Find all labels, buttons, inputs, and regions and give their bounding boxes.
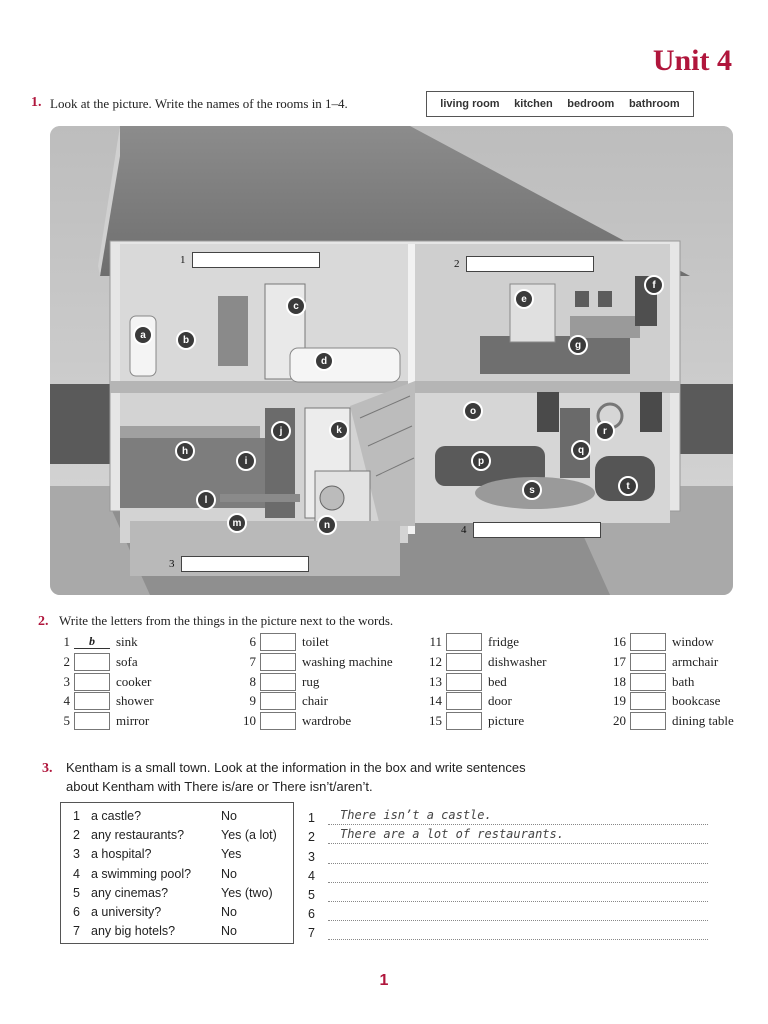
answer-line-input[interactable]	[328, 904, 708, 921]
info-row	[73, 922, 293, 941]
exercise-3-number: 3.	[42, 761, 53, 776]
answer-line	[308, 825, 708, 844]
vocab-row	[56, 691, 154, 711]
vocab-row	[612, 711, 734, 731]
vocab-word: dishwasher	[488, 654, 547, 669]
info-answer: No	[221, 924, 237, 939]
vocab-row	[612, 672, 694, 692]
vocab-row	[242, 691, 328, 711]
info-number: 5	[73, 885, 80, 900]
info-row	[73, 845, 293, 864]
answer-line	[308, 806, 708, 825]
info-row	[73, 864, 293, 883]
vocab-row	[612, 691, 720, 711]
room-answer-input-3[interactable]	[181, 556, 309, 572]
answer-line-input[interactable]	[328, 847, 708, 864]
vocab-row	[242, 632, 329, 652]
answer-line-number: 5	[308, 887, 315, 902]
room-answer-input-1[interactable]	[192, 252, 320, 268]
info-answer: Yes (two)	[221, 885, 273, 900]
vocab-answer-box[interactable]	[630, 673, 666, 691]
answer-line-input[interactable]: There isn’t a castle.	[328, 808, 708, 825]
vocab-number: 12	[429, 654, 442, 669]
exercise-3-instruction: Kentham is a small town. Look at the information in the box and write sentences about Kentham with There is/are or There isn’t/aren’t.	[66, 760, 526, 794]
vocab-answer-box[interactable]	[630, 633, 666, 651]
vocab-word: sink	[116, 634, 138, 649]
item-marker-b: b	[176, 330, 196, 350]
vocab-answer-box[interactable]	[446, 653, 482, 671]
item-marker-a: a	[133, 325, 153, 345]
vocab-word: sofa	[116, 654, 138, 669]
info-number: 3	[73, 847, 80, 862]
item-marker-d: d	[314, 351, 334, 371]
vocab-row	[56, 711, 149, 731]
item-marker-f: f	[644, 275, 664, 295]
vocab-number: 13	[429, 674, 442, 689]
item-marker-j: j	[271, 421, 291, 441]
vocab-word: rug	[302, 674, 320, 689]
item-marker-g: g	[568, 335, 588, 355]
vocab-word: shower	[116, 693, 154, 708]
vocab-answer-box[interactable]	[74, 692, 110, 710]
vocab-answer-box[interactable]	[446, 712, 482, 730]
item-marker-q: q	[571, 440, 591, 460]
vocab-word: toilet	[302, 634, 329, 649]
vocab-row	[612, 652, 718, 672]
vocab-word: armchair	[672, 654, 719, 669]
info-row	[73, 902, 293, 921]
vocab-answer-box[interactable]	[260, 673, 296, 691]
vocab-answer-box[interactable]	[74, 653, 110, 671]
vocab-answer-box[interactable]	[446, 692, 482, 710]
vocab-number: 1	[63, 634, 70, 649]
answer-line	[308, 883, 708, 902]
vocab-word: bookcase	[672, 693, 721, 708]
vocab-answer-box[interactable]	[446, 673, 482, 691]
house-cutaway-drawing	[50, 126, 733, 595]
vocab-word: cooker	[116, 674, 152, 689]
vocab-number: 16	[613, 634, 626, 649]
exercise-1-instruction: Look at the picture. Write the names of the rooms in 1–4.	[50, 96, 348, 111]
info-question: any cinemas?	[91, 885, 169, 900]
info-number: 4	[73, 866, 80, 881]
vocab-answer-box[interactable]	[260, 712, 296, 730]
item-marker-r: r	[595, 421, 615, 441]
answer-line-input[interactable]: There are a lot of restaurants.	[328, 827, 708, 844]
answer-line-input[interactable]	[328, 866, 708, 883]
vocab-word: chair	[302, 693, 328, 708]
vocab-number: 3	[63, 674, 70, 689]
info-answer: No	[221, 866, 237, 881]
vocab-number: 2	[63, 654, 70, 669]
item-marker-c: c	[286, 296, 306, 316]
info-number: 1	[73, 808, 80, 823]
vocab-word: wardrobe	[302, 713, 352, 728]
answer-line-number: 4	[308, 868, 315, 883]
vocab-word: bed	[488, 674, 507, 689]
vocab-answer-box[interactable]: b	[74, 635, 110, 649]
item-marker-h: h	[175, 441, 195, 461]
vocab-answer-box[interactable]	[74, 712, 110, 730]
info-answer: No	[221, 905, 237, 920]
room-label-3: 3	[169, 556, 309, 572]
vocab-number: 8	[249, 674, 256, 689]
vocab-row	[612, 632, 714, 652]
vocab-row	[428, 711, 524, 731]
vocab-number: 20	[613, 713, 626, 728]
vocab-answer-box[interactable]	[74, 673, 110, 691]
item-marker-e: e	[514, 289, 534, 309]
vocab-row	[242, 711, 351, 731]
page-number: 1	[379, 972, 389, 989]
room-word-box	[426, 91, 694, 117]
room-answer-input-2[interactable]	[466, 256, 594, 272]
vocab-word: picture	[488, 713, 525, 728]
vocab-number: 10	[243, 713, 256, 728]
answer-line	[308, 902, 708, 921]
vocab-row	[56, 632, 138, 652]
vocab-word: mirror	[116, 713, 150, 728]
vocab-row	[56, 672, 151, 692]
vocab-row	[428, 672, 507, 692]
word-box-item: bathroom	[628, 98, 680, 110]
item-marker-o: o	[463, 401, 483, 421]
answer-line-number: 6	[308, 907, 315, 922]
info-question: a swimming pool?	[91, 866, 192, 881]
word-box-item: kitchen	[514, 98, 553, 110]
vocab-number: 19	[613, 693, 626, 708]
vocab-number: 5	[63, 713, 70, 728]
item-marker-m: m	[227, 513, 247, 533]
vocab-number: 14	[429, 693, 442, 708]
vocab-word: door	[488, 693, 512, 708]
vocab-word: dining table	[672, 713, 734, 728]
info-number: 6	[73, 905, 80, 920]
vocab-answer-box[interactable]	[260, 633, 296, 651]
vocab-word: washing machine	[302, 654, 393, 669]
kentham-info-box	[60, 802, 294, 944]
item-marker-l: l	[196, 490, 216, 510]
answer-line-number: 2	[308, 830, 315, 845]
item-marker-s: s	[522, 480, 542, 500]
answer-line-number: 1	[308, 811, 315, 826]
answer-line	[308, 921, 708, 940]
info-question: a university?	[91, 905, 162, 920]
answer-line	[308, 844, 708, 863]
item-marker-p: p	[471, 451, 491, 471]
room-label-2: 2	[454, 256, 594, 272]
item-marker-i: i	[236, 451, 256, 471]
vocab-answer-box[interactable]	[630, 712, 666, 730]
info-row	[73, 883, 293, 902]
vocab-answer-box[interactable]	[446, 633, 482, 651]
word-box-item: bedroom	[567, 98, 615, 110]
vocab-number: 11	[429, 634, 442, 649]
item-marker-t: t	[618, 476, 638, 496]
info-answer: Yes (a lot)	[221, 827, 277, 842]
vocab-number: 4	[63, 693, 70, 708]
vocab-number: 6	[249, 634, 256, 649]
exercise-1-number: 1.	[31, 95, 42, 110]
info-number: 2	[73, 827, 80, 842]
exercise-2-instruction: Write the letters from the things in the picture next to the words.	[59, 613, 394, 628]
vocab-number: 17	[613, 654, 626, 669]
vocab-row	[428, 691, 512, 711]
answer-line-input[interactable]	[328, 923, 708, 940]
room-answer-input-4[interactable]	[473, 522, 601, 538]
vocab-number: 9	[249, 693, 256, 708]
word-box-item: living room	[440, 98, 500, 110]
item-marker-k: k	[329, 420, 349, 440]
info-question: a hospital?	[91, 847, 152, 862]
answer-line	[308, 864, 708, 883]
vocab-word: bath	[672, 674, 695, 689]
info-row	[73, 806, 293, 825]
unit-title: Unit 4	[652, 44, 732, 77]
vocab-number: 18	[613, 674, 626, 689]
vocab-number: 15	[429, 713, 442, 728]
house-illustration	[50, 126, 733, 595]
info-row	[73, 825, 293, 844]
vocab-answer-box[interactable]	[630, 692, 666, 710]
room-label-4: 4	[461, 522, 601, 538]
answer-line-number: 3	[308, 849, 315, 864]
vocab-row	[242, 672, 319, 692]
vocab-row	[428, 652, 547, 672]
answer-line-input[interactable]	[328, 885, 708, 902]
vocab-row	[56, 652, 138, 672]
vocab-row	[428, 632, 519, 652]
item-marker-n: n	[317, 515, 337, 535]
answer-line-number: 7	[308, 926, 315, 941]
vocab-answer-box[interactable]	[260, 692, 296, 710]
info-answer: No	[221, 808, 237, 823]
room-label-1: 1	[180, 252, 320, 268]
info-question: any big hotels?	[91, 924, 176, 939]
vocab-number: 7	[249, 654, 256, 669]
info-number: 7	[73, 924, 80, 939]
exercise-3-answer-lines	[308, 806, 708, 940]
vocab-answer-box[interactable]	[630, 653, 666, 671]
vocab-word: fridge	[488, 634, 520, 649]
info-question: a castle?	[91, 808, 142, 823]
info-answer: Yes	[221, 847, 242, 862]
vocab-word: window	[672, 634, 714, 649]
vocab-row	[242, 652, 393, 672]
vocab-answer-box[interactable]	[260, 653, 296, 671]
info-question: any restaurants?	[91, 827, 185, 842]
exercise-2-number: 2.	[38, 614, 49, 629]
